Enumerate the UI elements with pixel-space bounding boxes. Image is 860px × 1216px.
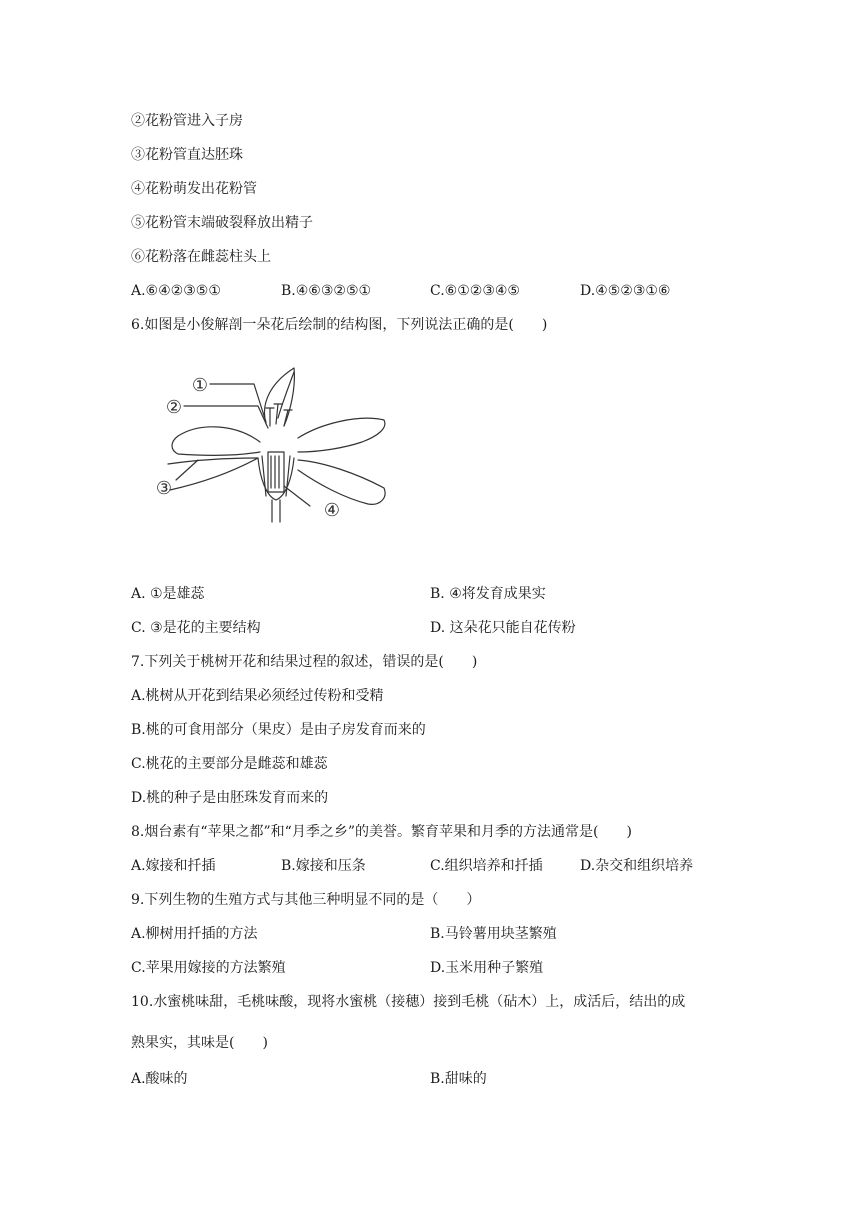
q9-option-a: A.柳树用扦插的方法 <box>131 926 258 942</box>
left-petal <box>172 427 260 456</box>
label-4: ④ <box>323 500 341 521</box>
q8-option-c: C.组织培养和扦插 <box>430 858 543 874</box>
q8-option-a: A.嫁接和扦插 <box>131 858 216 874</box>
q9-option-c: C.苹果用嫁接的方法繁殖 <box>131 960 286 976</box>
q6-stem: 6.如图是小俊解剖一朵花后绘制的结构图，下列说法正确的是( ) <box>131 317 548 333</box>
label-1: ① <box>191 375 209 396</box>
q9-option-b: B.马铃薯用块茎繁殖 <box>430 926 557 942</box>
q6-option-a: A. ①是雄蕊 <box>131 586 205 602</box>
lower-right-petal <box>298 460 385 504</box>
upper-petal <box>264 368 294 426</box>
q5-option-b: B.④⑥③②⑤① <box>281 283 372 299</box>
ovary <box>268 452 284 492</box>
q5-step-6: ⑥花粉落在雌蕊柱头上 <box>131 249 271 265</box>
q5-option-a: A.⑥④②③⑤① <box>131 283 221 299</box>
q6-option-d: D. 这朵花只能自花传粉 <box>430 620 576 636</box>
flower-structure-figure <box>148 366 408 528</box>
right-petal <box>298 418 385 452</box>
q8-option-d: D.杂交和组织培养 <box>580 858 694 874</box>
q5-option-c: C.⑥①②③④⑤ <box>430 283 520 299</box>
q7-option-d: D.桃的种子是由胚珠发育而来的 <box>131 790 329 806</box>
q10-stem-line-2: 熟果实，其味是( ) <box>131 1035 268 1051</box>
q9-option-d: D.玉米用种子繁殖 <box>430 960 544 976</box>
q8-stem: 8.烟台素有“苹果之都”和“月季之乡”的美誉。繁育苹果和月季的方法通常是( ) <box>131 824 632 840</box>
q5-step-4: ④花粉萌发出花粉管 <box>131 181 257 197</box>
q5-option-d: D.④⑤②③①⑥ <box>580 283 671 299</box>
q5-step-2: ②花粉管进入子房 <box>131 113 243 129</box>
q7-option-c: C.桃花的主要部分是雌蕊和雄蕊 <box>131 756 328 772</box>
q5-step-5: ⑤花粉管末端破裂释放出精子 <box>131 215 313 231</box>
q10-option-b: B.甜味的 <box>430 1071 487 1087</box>
q7-option-a: A.桃树从开花到结果必须经过传粉和受精 <box>131 688 384 704</box>
q6-option-b: B. ④将发育成果实 <box>430 586 546 602</box>
q10-option-a: A.酸味的 <box>131 1071 188 1087</box>
q7-stem: 7.下列关于桃树开花和结果过程的叙述，错误的是( ) <box>131 654 478 670</box>
q5-step-3: ③花粉管直达胚珠 <box>131 147 243 163</box>
q9-stem: 9.下列生物的生殖方式与其他三种明显不同的是（ ） <box>131 892 481 908</box>
label-3: ③ <box>155 478 173 499</box>
lower-left-petal <box>168 458 258 490</box>
q7-option-b: B.桃的可食用部分（果皮）是由子房发育而来的 <box>131 722 426 738</box>
q8-option-b: B.嫁接和压条 <box>281 858 366 874</box>
q10-stem-line-1: 10.水蜜桃味甜，毛桃味酸，现将水蜜桃（接穗）接到毛桃（砧木）上，成活后，结出的成 <box>131 994 686 1010</box>
q6-option-c: C. ③是花的主要结构 <box>131 620 261 636</box>
label-2: ② <box>165 397 183 418</box>
